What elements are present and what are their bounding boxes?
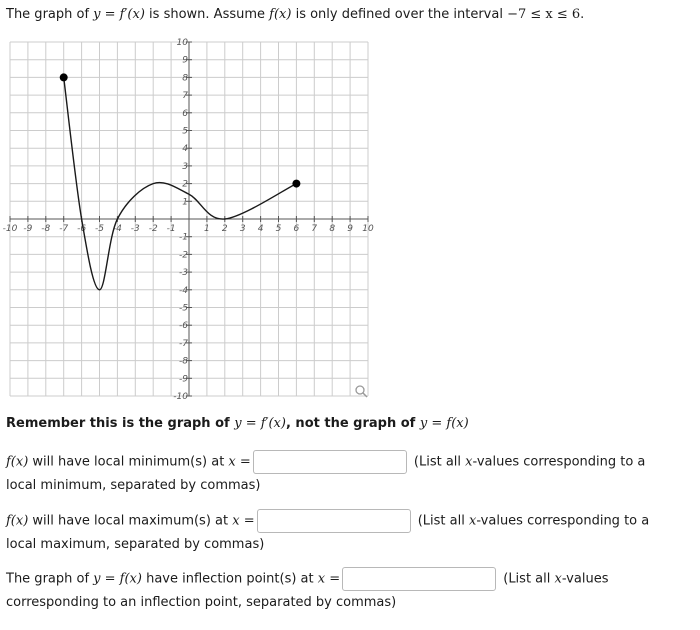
x-tick-label: 9 (347, 224, 353, 234)
x-tick-label: -3 (130, 224, 140, 234)
endpoint-dot (60, 73, 68, 81)
inflection-input[interactable] (342, 567, 496, 591)
y-tick-label: 3 (182, 161, 188, 172)
y-tick-label: 7 (182, 91, 188, 102)
intro-pre: The graph of (6, 7, 94, 22)
y-tick-label: -6 (179, 321, 188, 332)
x-tick-label: 7 (311, 224, 318, 234)
x-tick-label: -4 (112, 224, 122, 234)
q1-hint-pre: (List all (409, 454, 466, 470)
remember-mid: , not the graph of (285, 416, 420, 431)
q1-fx: f(x) (6, 454, 29, 470)
q3-hint-post: -values corresponding to an inflection point, separated by commas) (6, 571, 609, 610)
y-tick-label: 9 (182, 55, 188, 66)
q2-hint-pre: (List all (413, 513, 469, 529)
y-tick-label: -3 (179, 268, 188, 279)
x-tick-label: -2 (148, 224, 158, 234)
y-tick-label: -4 (179, 285, 188, 296)
y-tick-label: -2 (179, 250, 188, 261)
q1-var: x = (228, 454, 251, 470)
q2-var: x = (232, 513, 255, 529)
x-tick-label: -8 (41, 224, 51, 234)
x-tick-label: -1 (166, 224, 176, 234)
remember-eq1: y = f′(x) (234, 416, 286, 431)
y-tick-label: -5 (179, 303, 188, 314)
y-tick-label: 6 (182, 108, 188, 119)
intro-mid: is shown. Assume (144, 7, 270, 22)
x-tick-label: -7 (59, 224, 69, 234)
derivative-graph (2, 38, 374, 402)
q3-hint-var: x (554, 571, 562, 587)
y-tick-label: -9 (179, 374, 188, 385)
q3-eq: y = f(x) (93, 571, 142, 587)
question-inflection (6, 567, 666, 614)
x-tick-label: 10 (362, 224, 374, 234)
x-tick-label: 4 (257, 224, 264, 234)
local-max-input[interactable] (257, 509, 411, 533)
y-tick-label: 5 (182, 126, 188, 137)
intro-post: is only defined over the interval (291, 7, 508, 22)
y-tick-label: -10 (173, 392, 188, 402)
y-tick-label: 10 (176, 38, 188, 48)
y-tick-label: 4 (182, 144, 188, 155)
question-local-max (6, 509, 666, 556)
x-tick-label: 8 (329, 224, 336, 234)
q1-hint-var: x (465, 454, 473, 470)
y-tick-label: 8 (182, 73, 188, 84)
remember-note (6, 416, 469, 431)
x-tick-label: -5 (95, 224, 104, 234)
y-tick-label: 1 (182, 197, 188, 208)
q2-hint-var: x (468, 513, 477, 529)
q3-pre: The graph of (6, 571, 94, 587)
q2-text: will have local maximum(s) at (28, 513, 233, 529)
intro-eq: y = f′(x) (93, 7, 145, 22)
intro-fx: f(x) (269, 7, 292, 22)
remember-pre: Remember this is the graph of (6, 416, 235, 431)
x-tick-label: -10 (2, 224, 18, 234)
y-tick-label: 2 (182, 179, 188, 190)
y-tick-label: -8 (179, 356, 188, 367)
local-min-input[interactable] (253, 450, 407, 474)
q3-text: have inflection point(s) at (141, 571, 318, 587)
q1-hint-post: -values corresponding to a local minimum, separated by commas) (6, 454, 646, 493)
remember-eq2: y = f(x) (419, 416, 469, 431)
q3-hint-pre: (List all (499, 571, 555, 587)
x-tick-label: 3 (239, 224, 246, 234)
x-tick-label: 1 (204, 224, 210, 234)
q2-hint-post: -values corresponding to a local maximum, separated by commas) (6, 513, 650, 552)
intro-end: . (580, 7, 585, 22)
endpoint-dot (292, 180, 300, 188)
x-tick-label: 2 (221, 224, 228, 234)
q3-var: x = (317, 571, 341, 587)
x-tick-label: 6 (293, 224, 300, 234)
x-tick-label: -9 (23, 224, 33, 234)
q2-fx: f(x) (6, 513, 29, 529)
q1-text: will have local minimum(s) at (28, 454, 229, 470)
y-tick-label: -7 (179, 338, 188, 349)
x-tick-label: 5 (275, 224, 282, 234)
problem-intro (6, 7, 584, 22)
question-local-min (6, 450, 666, 497)
intro-interval: −7 ≤ x ≤ 6 (507, 7, 581, 22)
magnifier-icon[interactable] (356, 386, 364, 394)
x-tick-label: -6 (77, 224, 87, 234)
y-tick-label: -1 (179, 232, 188, 243)
